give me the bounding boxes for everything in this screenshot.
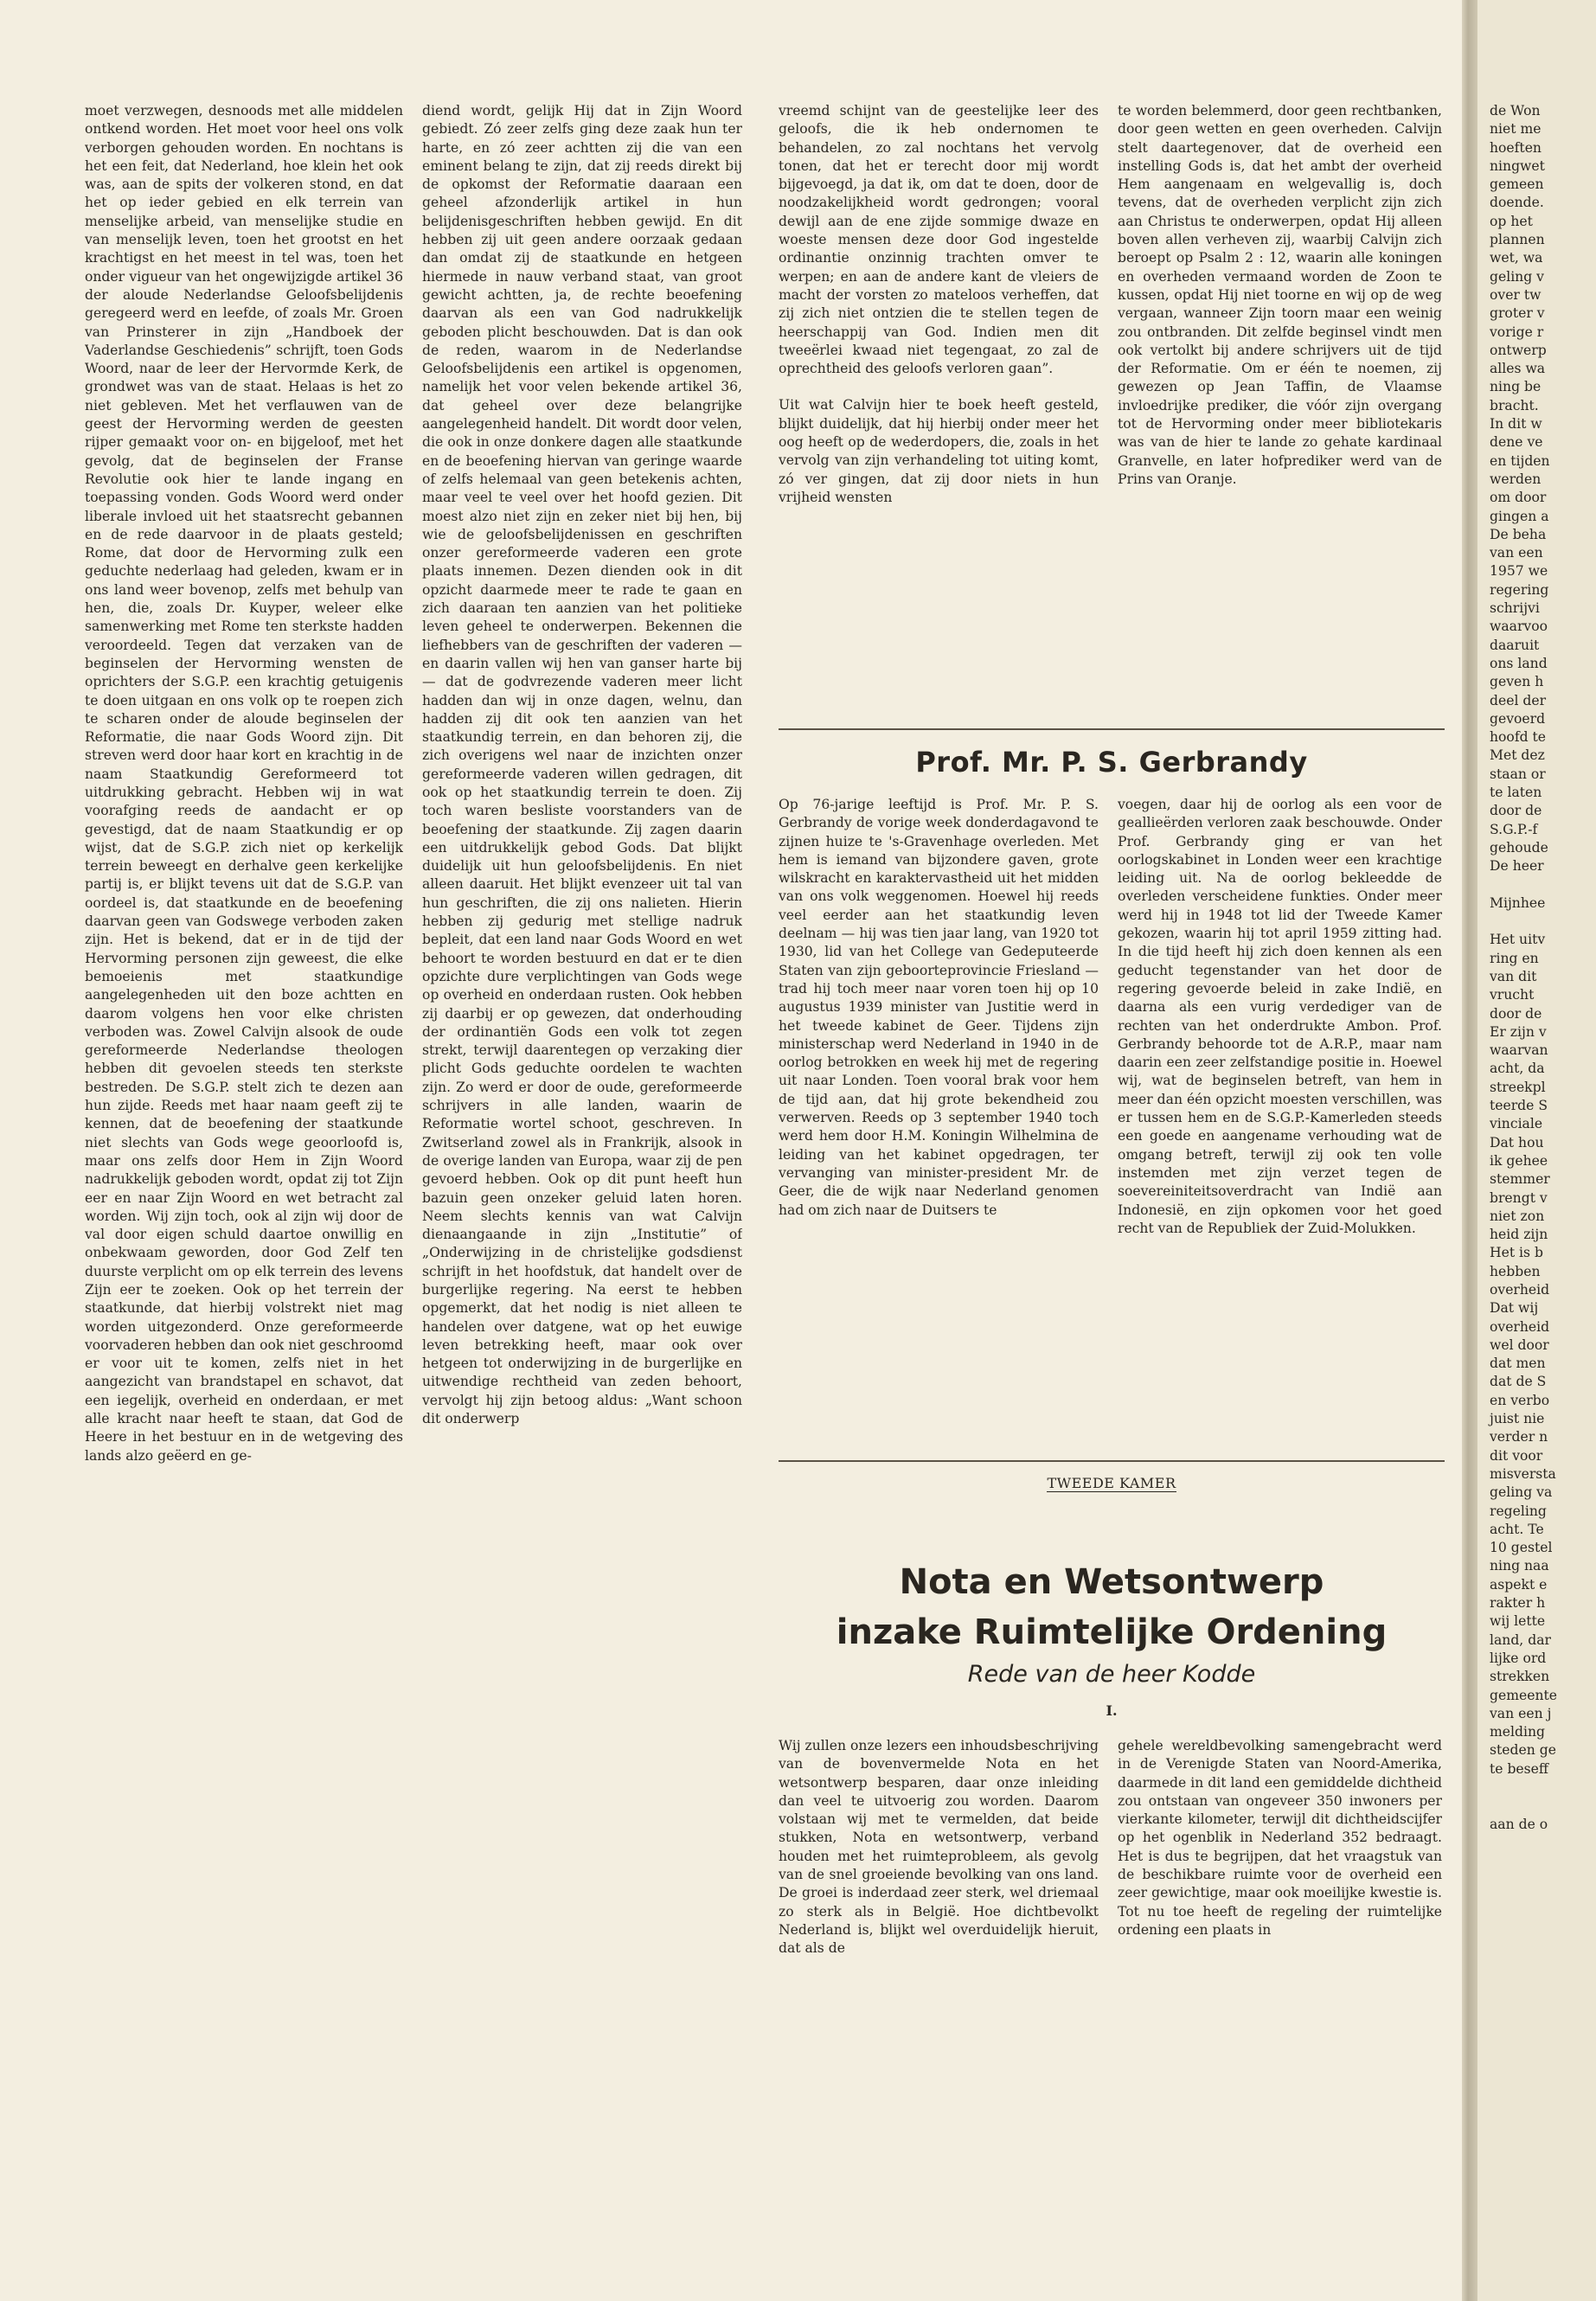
article-column-3: vreemd schijnt van de geestelijke leer des geloofs, die ik heb ondernomen te behandelen, zo zal nochtans het vervolg tonen, dat het er terecht door mij wordt bijgevoegd, ja dat ik, om dat te doen, door de noodzakelijkheid wordt gedrongen; vooral dewijl aan de ene zijde sommige dwaze en woeste mensen deze door God ingestelde ordinantie onzinnig trachten omver te werpen; en aan de andere kant de vleiers de macht der vorsten zo mateloos verheffen, dat zij zich niet ontzien die te stellen tegen de heerschappij van God. Indien men dit tweeërlei kwaad niet tegengaat, zo zal de oprechtheid des geloofs verloren gaan”. Uit wat Calvijn hier te boek heeft gesteld, blijkt duidelijk, dat hij hierbij onder meer het oog heeft op de wederdopers, die, zoals in het vervolg van zijn verhandeling tot uiting komt, zó ver gingen, dat zij door niets in hun vrijheid wensten <box>779 103 1099 505</box>
article-column-4: te worden belemmerd, door geen rechtbanken, door geen wetten en geen overheden. Calvijn stelt daartegenover, dat de overheid een instelling Gods is, dat het ambt der overheid Hem aangenaam en welgevallig is, doch tevens, dat de overheden verplicht zijn zich aan Christus te onderwerpen, opdat Hij alleen boven allen verheven zij, waarbij Calvijn zich beroept op Psalm 2 : 12, waarin alle koningen en overheden vermaand worden de Zoon te kussen, opdat Hij niet toorne en wij op de weg vergaan, wanneer Zijn toorn maar een weinig zou ontbranden. Dit zelfde beginsel vindt men ook vertolkt bij andere schrijvers uit de tijd der Reformatie. Om er één te noemen, zij gewezen op Jean Taffin, de Vlaamse invloedrijke prediker, die vóór zijn overgang tot de Hervorming onder meer bibliotekaris was van de hier te lande zo gehate kardinaal Granvelle, en later hofprediker werd van de Prins van Oranje. <box>1118 103 1442 487</box>
article-column-1: moet verzwegen, desnoods met alle middelen ontkend worden. Het moet voor heel ons volk verborgen gehouden worden. En nochtans is het een feit, dat Nederland, hoe klein het ook was, aan de spits der volkeren stond, en dat het op ieder gebied en elk terrein van menselijke arbeid, van menselijke studie en van menselijk leven, toen het grootst en het krachtigst en het meest in tel was, toen het onder vigueur van het ongewijzigde artikel 36 der aloude Nederlandse Geloofsbelijdenis geregeerd werd en leefde, of zoals Mr. Groen van Prinsterer in zijn „Handboek der Vaderlandse Geschiedenis” schrijft, toen Gods Woord, naar de leer der Hervormde Kerk, de grondwet was van de staat. Helaas is het zo niet gebleven. Met het verflauwen van de geest der Hervorming werden de geesten rijper gemaakt voor on- en bijgeloof, met het gevolg, dat de beginselen der Franse Revolutie ook hier te lande ingang en toepassing vonden. Gods Woord werd onder liberale invloed uit het staatsrecht gebannen en de rede daarvoor in de plaats gesteld; Rome, dat door de Hervorming zulk een geduchte nederlaag had geleden, kwam er in ons land weer bovenop, zelfs met behulp van hen, die, zoals Dr. Kuyper, weleer elke samenwerking met Rome ten sterkste hadden veroordeeld. Tegen dat verzaken van de beginselen der Hervorming wensten de oprichters der S.G.P. een krachtig getuigenis te doen uitgaan en ons volk op te roepen zich te scharen onder de aloude beginselen der Reformatie, die naar Gods Woord zijn. Dit streven werd door haar kort en krachtig in de naam Staatkundig Gereformeerd tot uitdrukking gebracht. Hebben wij in wat voorafging reeds de aandacht er op gevestigd, dat de naam Staatkundig er op wijst, dat de S.G.P. zich niet op kerkelijk terrein beweegt en derhalve geen kerkelijke partij is, er blijkt tevens uit dat de S.G.P. van oordeel is, dat staatkunde en de beoefening daarvan geen van Godswege verboden zaken zijn. Het is bekend, dat er in de tijd der Hervorming personen zijn geweest, die elke bemoeienis met staatkundige aangelegenheden uit den boze achtten en daarom volgens hen voor elke christen verboden was. Zowel Calvijn alsook de oude gereformeerde Nederlandse theologen hebben dit gevoelen steeds ten sterkste bestreden. De S.G.P. stelt zich te dezen aan hun zijde. Reeds met haar naam geeft zij te kennen, dat de beoefening der staatkunde niet slechts van Gods wege geoorloofd is, maar ons zelfs door Hem in Zijn Woord nadrukkelijk geboden wordt, opdat zij tot Zijn eer en naar Zijn Woord en wet betracht zal worden. Wij zijn toch, ook al zijn wij door de val door eigen schuld daartoe onwillig en onbekwaam geworden, door God Zelf ten duurste verplicht om op elk terrein des levens Zijn eer te zoeken. Ook op het terrein der staatkunde, dat hierbij volstrekt niet mag worden uitgezonderd. Onze gereformeerde voorvaderen hebben dan ook niet geschroomd er voor uit te komen, zelfs niet in het aangezicht van brandstapel en schavot, dat een iegelijk, overheid en onderdaan, er met alle kracht naar heeft te staan, dat God de Heere in het bestuur en in de wetgeving des lands alzo geëerd en ge- <box>85 103 403 1464</box>
nota-subtitle: Rede van de heer Kodde <box>967 1661 1256 1688</box>
gerbrandy-column-1: Op 76-jarige leeftijd is Prof. Mr. P. S. Gerbrandy de vorige week donderdagavond te zijnen huize te 's-Gravenhage overleden. Met hem is iemand van bijzondere gaven, grote wilskracht en karaktervastheid uit het midden van ons volk weggenomen. Hoewel hij reeds veel eerder aan het staatkundig leven deelnam — hij was tien jaar lang, van 1920 tot 1930, lid van het College van Gedeputeerde Staten van zijn geboorteprovincie Friesland — trad hij toch meer naar voren toen hij op 10 augustus 1939 minister van Justitie werd in het tweede kabinet de Geer. Tijdens zijn ministerschap werd Nederland in 1940 in de oorlog betrokken en week hij met de regering uit naar Londen. Toen vooral brak voor hem de tijd aan, dat hij grote bekendheid zou verwerven. Reeds op 3 september 1940 toch werd hem door H.M. Koningin Wilhelmina de leiding van het kabinet opgedragen, ter vervanging van minister-president Mr. de Geer, die de wijk naar Nederland genomen had om zich naar de Duitsers te <box>779 797 1099 1218</box>
gerbrandy-column-2: voegen, daar hij de oorlog als een voor de geallieërden verloren zaak beschouwde. Onder Prof. Gerbrandy ging er van het oorlogskabinet in Londen weer een krachtige leiding uit. Na de oorlog bekleedde de overleden verscheidene funkties. Onder meer werd hij in 1948 tot lid der Tweede Kamer gekozen, waarin hij tot april 1959 zitting had. In die tijd heeft hij zich doen kennen als een geducht tegenstander van het door de regering gevoerde beleid in zake Indië, en daarna als een vurig verdediger van de rechten van het onderdrukte Ambon. Prof. Gerbrandy behoorde tot de A.R.P., maar nam daarin een zeer zelfstandige positie in. Hoewel wij, wat de beginselen betreft, van hem in meer dan één opzicht moesten verschillen, was er tussen hem en de S.G.P.-Kamerleden steeds een goede en aangename verhouding wat de omgang betreft, terwijl zij ook ten volle instemden met zijn verzet tegen de soevereiniteitsoverdracht van Indië aan Indonesië, en zijn opkomen voor het goed recht van de Republiek der Zuid-Molukken. <box>1118 797 1442 1236</box>
adjacent-page-edge <box>1477 0 1596 2301</box>
section-kicker: TWEEDE KAMER <box>1047 1475 1176 1491</box>
nota-headline: Nota en Wetsontwerp inzake Ruimtelijke Ordening <box>836 1562 1388 1652</box>
gerbrandy-headline: Prof. Mr. P. S. Gerbrandy <box>915 746 1308 779</box>
section-divider <box>779 1460 1445 1462</box>
adjacent-page-text: de Won niet me hoeften ningwet gemeen doende. op het plannen wet, wa geling v over tw groter v vorige r ontwerp alles wa ning be bracht. In dit w dene ve en tijden werden om door gingen a De beha van een 1957 we regering schrijvi waarvoo daaruit ons land geven h deel der gevoerd hoofd te Met dez staan or te laten door de S.G.P.-f gehoude De heer Mijnhee Het uitv ring en van dit vrucht door de Er zijn v waarvan acht, da streekpl teerde S vinciale Dat hou ik gehee stemmer brengt v niet zon heid zijn Het is b hebben overheid Dat wij overheid wel door dat men dat de S en verbo juist nie verder n dit voor misversta geling va regeling acht. Te 10 gestel ning naa aspekt e rakter h wij lette land, dar lijke ord strekken gemeente van een j melding steden ge te beseff aan de o <box>1490 103 1557 1832</box>
nota-column-2: gehele wereldbevolking samengebracht werd in de Verenigde Staten van Noord-Amerika, daarmede in dit land een gemiddelde dichtheid zou ontstaan van ongeveer 350 inwoners per vierkante kilometer, terwijl dit dichtheidscijfer op het ogenblik in Nederland 352 bedraagt. Het is dus te begrijpen, dat het vraagstuk van de beschikbare ruimte voor de overheid een zeer gewichtige, maar ook moeilijke kwestie is. Tot nu toe heeft de regeling der ruimtelijke ordening een plaats in <box>1118 1738 1442 1938</box>
nota-column-1: Wij zullen onze lezers een inhoudsbeschrijving van de bovenvermelde Nota en het wetsontwerp besparen, daar onze inleiding dan veel te uitvoerig zou worden. Daarom volstaan wij met te vermelden, dat beide stukken, Nota en wetsontwerp, verband houden met het ruimteprobleem, als gevolg van de snel groeiende bevolking van ons land. De groei is inderdaad zeer sterk, wel driemaal zo sterk als in België. Hoe dichtbevolkt Nederland is, blijkt wel overduidelijk hieruit, dat als de <box>779 1738 1099 1957</box>
part-number: I. <box>1106 1702 1118 1719</box>
section-divider <box>779 728 1445 730</box>
page-fold <box>1462 0 1477 2301</box>
article-column-2: diend wordt, gelijk Hij dat in Zijn Woord gebiedt. Zó zeer zelfs ging deze zaak hun ter harte, en zó zeer achtten zij die van een eminent belang te zijn, dat zij reeds direkt bij de opkomst der Reformatie daaraan een geheel afzonderlijk artikel in hun belijdenisgeschriften hebben gewijd. En dit hebben zij uit geen andere oorzaak gedaan dan omdat zij de staatkunde en hetgeen hiermede in nauw verband staat, van groot gewicht achtten, ja, de rechte beoefening daarvan als een van God nadrukkelijk geboden plicht beschouwden. Dat is dan ook de reden, waarom in de Nederlandse Geloofsbelijdenis een artikel is opgenomen, namelijk het voor velen bekende artikel 36, dat geheel over deze belangrijke aangelegenheid handelt. Dit wordt door velen, die ook in onze donkere dagen alle staatkunde en de beoefening hiervan van geringe waarde of zelfs helemaal van geen betekenis achten, maar veel te veel over het hoofd gezien. Dit moest alzo niet zijn en zeker niet bij hen, bij wie de geloofsbelijdenissen en geschriften onzer gereformeerde vaderen een grote plaats innemen. Dezen dienden ook in dit opzicht daarmede meer te rade te gaan en zich daaraan ten aanzien van het politieke leven geheel te onderwerpen. Bekennen die liefhebbers van de geschriften der vaderen — en daarin vallen wij hen van ganser harte bij — dat de godvrezende vaderen meer licht hadden dan wij in onze dagen, welnu, dan hadden zij dit ook ten aanzien van het staatkundig terrein, en dan behoren zij, die zich overigens wel naar de inzichten onzer gereformeerde vaderen willen gedragen, dit ook op het staatkundig terrein te doen. Zij toch waren besliste voorstanders van de beoefening der staatkunde. Zij zagen daarin een uitdrukkelijk gebod Gods. Dat blijkt duidelijk uit hun geloofsbelijdenis. En niet alleen daaruit. Het blijkt evenzeer uit tal van hun geschriften, die zij ons nalieten. Hierin hebben zij gedurig met stellige nadruk bepleit, dat een land naar Gods Woord en wet behoort te worden bestuurd en dat er te dien opzichte dure verplichtingen van Gods wege op overheid en onderdaan rusten. Ook hebben zij daarbij er op gewezen, dat onderhouding der ordinantiën Gods een volk tot zegen strekt, terwijl daarentegen op verzaking dier plicht Gods geduchte oordelen te wachten zijn. Zo werd er door de oude, gereformeerde schrijvers in alle landen, waarin de Reformatie wortel schoot, geschreven. In Zwitserland zowel als in Frankrijk, alsook in de overige landen van Europa, waar zij de pen gevoerd hebben. Ook op dit punt heeft hun bazuin geen onzeker geluid laten horen. Neem slechts kennis van wat Calvijn dienaangaande in zijn „Institutie” of „Onderwijzing in de christelijke godsdienst schrijft in het hoofdstuk, dat handelt over de burgerlijke regering. Na eerst te hebben opgemerkt, dat het nodig is niet alleen te handelen over datgene, wat op het euwige leven betrekking heeft, maar ook over hetgeen tot onderwijzing in de burgerlijke en uitwendige rechtheid van zeden behoort, vervolgt hij zijn betoog aldus: „Want schoon dit onderwerp <box>422 103 742 1427</box>
